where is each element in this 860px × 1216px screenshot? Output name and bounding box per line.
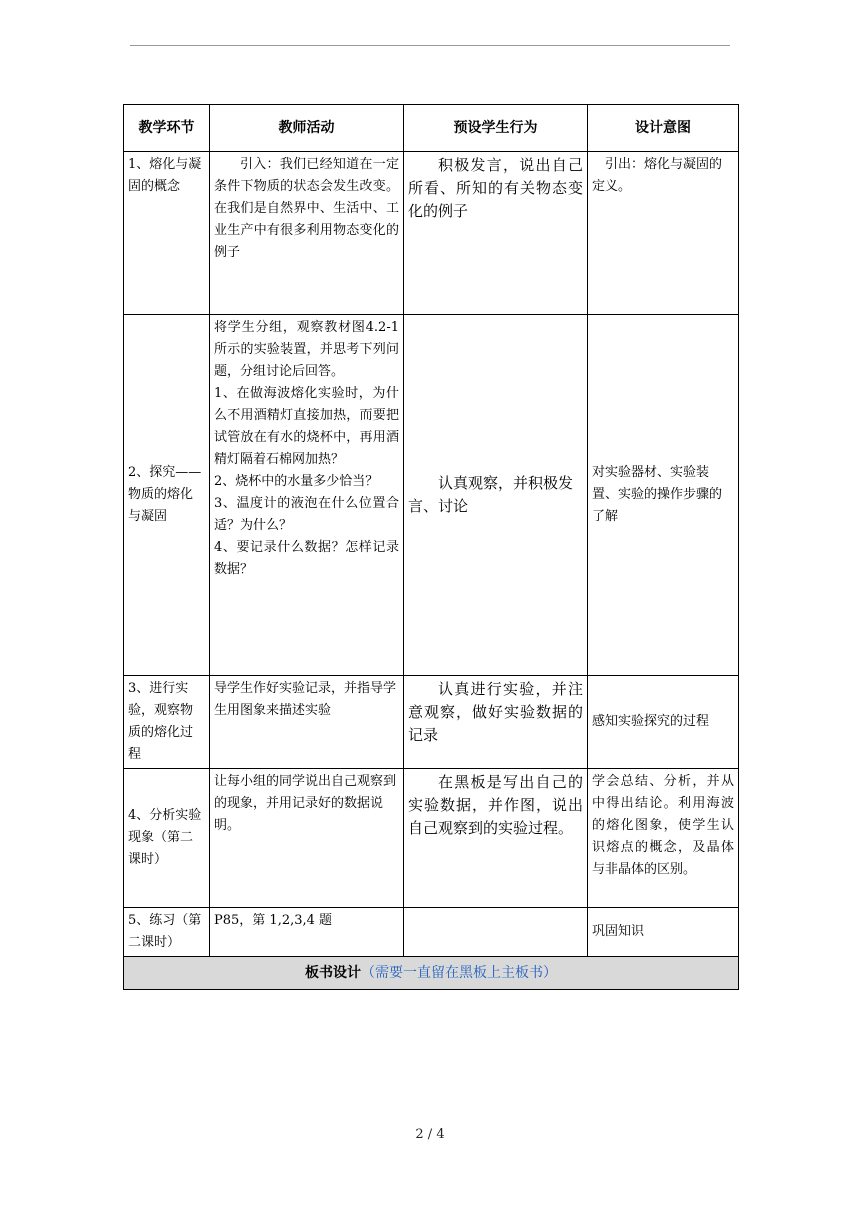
table-row	[124, 908, 739, 957]
board-design-cell	[124, 957, 739, 990]
stage-cell: 5、练习（第二课时）	[124, 908, 210, 957]
design-intent-cell: 对实验器材、实验装置、实验的操作步骤的了解	[588, 315, 739, 676]
question-item: 2、烧杯中的水量多少恰当？	[214, 474, 379, 489]
table-row	[124, 676, 739, 769]
page-header-rule	[130, 45, 730, 46]
teacher-intro-text: 将学生分组，观察教材图4.2-1所示的实验装置，并思考下列问题，分组讨论后回答。	[214, 320, 399, 379]
board-design-label: 板书设计	[305, 965, 361, 981]
board-design-row	[124, 957, 739, 990]
design-intent-cell: 引出：熔化与凝固的定义。	[588, 152, 739, 315]
lesson-plan-table	[123, 104, 739, 990]
design-intent-cell: 巩固知识	[588, 908, 739, 957]
teacher-activity-cell: P85，第 1,2,3,4 题	[210, 908, 404, 957]
header-stage: 教学环节	[124, 105, 210, 152]
page-number: 2 / 4	[415, 1127, 445, 1142]
teacher-activity-cell: 导学生作好实验记录，并指导学生用图象来描述实验	[210, 676, 404, 769]
student-behavior-cell: 认真进行实验，并注意观察，做好实验数据的记录	[404, 676, 588, 769]
header-student-behavior: 预设学生行为	[404, 105, 588, 152]
board-design-note: （需要一直留在黑板上主板书）	[361, 965, 557, 981]
stage-cell: 2、探究——物质的熔化与凝固	[124, 315, 210, 676]
header-design-intent: 设计意图	[588, 105, 739, 152]
table-row	[124, 152, 739, 315]
table-row	[124, 315, 739, 676]
student-behavior-cell: 在黑板是写出自己的实验数据，并作图，说出自己观察到的实验过程。	[404, 769, 588, 908]
question-item: 4、要记录什么数据？怎样记录数据？	[214, 540, 399, 577]
question-item: 1、在做海波熔化实验时，为什么不用酒精灯直接加热，而要把试管放在有水的烧杯中，再用酒精灯隔着石棉网加热？	[214, 386, 399, 467]
teacher-activity-cell	[210, 315, 404, 676]
stage-cell: 4、分析实验现象（第二课时）	[124, 769, 210, 908]
design-intent-cell: 感知实验探究的过程	[588, 676, 739, 769]
teacher-activity-cell: 引入：我们已经知道在一定条件下物质的状态会发生改变。在我们是自然界中、生活中、工业生产中有很多利用物态变化的例子	[210, 152, 404, 315]
stage-cell: 3、进行实验，观察物质的熔化过程	[124, 676, 210, 769]
table-header-row	[124, 105, 739, 152]
teacher-activity-cell: 让每小组的同学说出自己观察到的现象，并用记录好的数据说明。	[210, 769, 404, 908]
student-behavior-cell: 积极发言，说出自己所看、所知的有关物态变化的例子	[404, 152, 588, 315]
design-intent-cell: 学会总结、分析，并从中得出结论。利用海波的熔化图象，使学生认识熔点的概念，及晶体与非晶体的区别。	[588, 769, 739, 908]
stage-cell: 1、熔化与凝固的概念	[124, 152, 210, 315]
header-teacher-activity: 教师活动	[210, 105, 404, 152]
student-behavior-cell	[404, 908, 588, 957]
table-row	[124, 769, 739, 908]
student-behavior-cell: 认真观察，并积极发言、讨论	[404, 315, 588, 676]
question-item: 3、温度计的液泡在什么位置合适？为什么？	[214, 496, 399, 533]
